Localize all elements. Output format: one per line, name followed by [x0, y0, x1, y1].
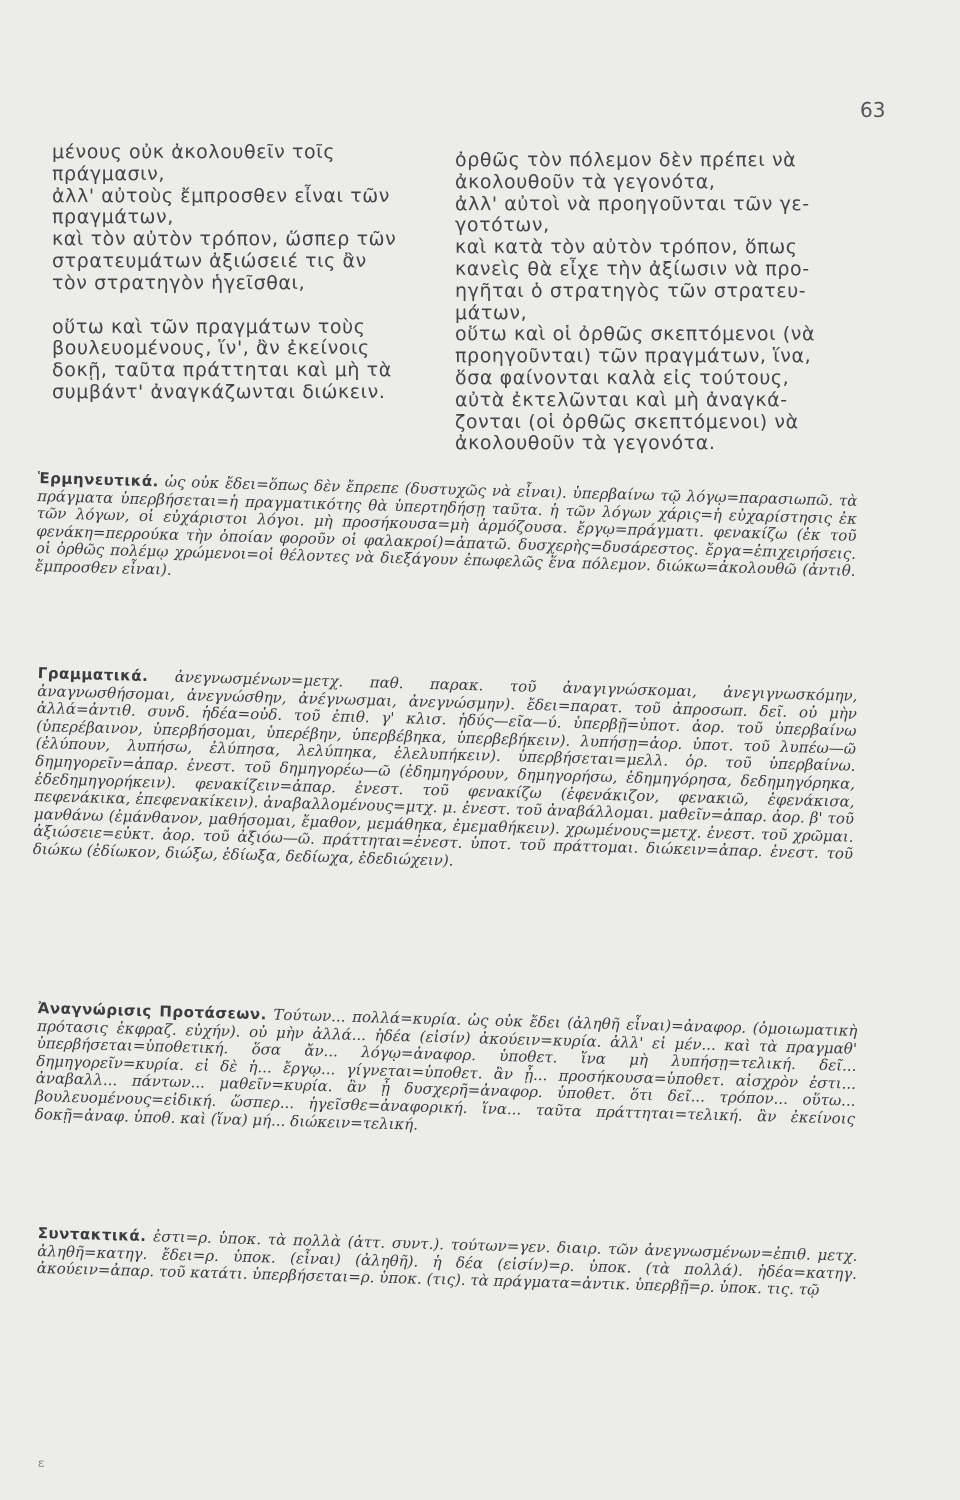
hermeneutika-paragraph: [35, 470, 858, 598]
paragraph-gap: [52, 295, 432, 317]
translation-line: κανεὶς θὰ εἶχε τὴν ἀξίωσιν νὰ προ-: [455, 257, 810, 280]
translation-line: οὕτω καὶ οἱ ὀρθῶς σκεπτόμενοι (νὰ: [455, 323, 816, 346]
translation-line: προηγοῦνται) τῶν πραγμάτων, ἵνα,: [455, 345, 812, 368]
anagnorisis-heading: Ἀναγνώρισις Προτάσεων.: [37, 999, 268, 1024]
grammatika-section: [33, 665, 858, 881]
translation-line: γοτότων,: [455, 214, 550, 237]
original-line: καὶ τὸν αὐτὸν τρόπον, ὥσπερ τῶν: [52, 228, 397, 251]
original-line: στρατευμάτων ἀξιώσειέ τις ἂν: [52, 249, 367, 272]
original-line: δοκῇ, ταῦτα πράττηται καὶ μὴ τὰ: [52, 359, 392, 382]
syntaktika-heading: Συντακτικά.: [37, 1224, 147, 1246]
translation-line: ἀλλ' αὐτοὶ νὰ προηγοῦνται τῶν γε-: [455, 192, 810, 215]
page-number: 63: [860, 98, 886, 122]
grammatika-text: ἀνεγνωσμένων=μετχ. παθ. παρακ. τοῦ ἀναγιγνώσκομαι, ἀνεγιγνωσκόμην, ἀναγνωσθήσομαι, ἀνεγνώσθην, ἀνέγνωσμαι, ἀνεγνώσμην). ἔδει=παρατ. τοῦ ἀπροσωπ. δεῖ. οὐ μὴν ἀλλά=ἀντιθ. συνδ. ἡδέα=οὐδ. τοῦ ἐπιθ. γ' κλισ. ἡδύς—εῖα—ύ. ὑπερβῇ=ὑποτ. ἀορ. τοῦ ὑπερβαίνω (ὑπερέβαινον, ὑπερβήσομαι, ὑπερέβην, ὑπερβέβηκα, ὑπερβεβήκειν). λυπήσῃ=ἀορ. ὑποτ. τοῦ λυπέω—ῶ (ἐλύπουν, λυπήσω, ἐλύπησα, λελύπηκα, ἐλελυπήκειν). ὑπερβήσεται=μελλ. ὁρ. τοῦ ὑπερβαίνω. δημηγορεῖν=ἀπαρ. ἐνεστ. τοῦ δημηγορέω—ῶ (ἐδημηγόρουν, δημηγορήσω, ἐδημηγόρησα, δεδημηγόρηκα, ἐδεδημηγορήκειν). φενακίζειν=ἀπαρ. ἐνεστ. τοῦ φενακίζω (ἐφενάκιζον, φενακιῶ, ἐφενάκισα, πεφενάκικα, ἐπεφενακίκειν). ἀναβαλλομένους=μτχ. μ. ἐνεστ. τοῦ ἀναβάλλομαι. μαθεῖν=ἀπαρ. ἀορ. β' τοῦ μανθάνω (ἐμάνθανον, μαθήσομαι, ἔμαθον, μεμάθηκα, ἐμεμαθήκειν). χρωμένους=μετχ. ἐνεστ. τοῦ χρῶμαι. ἀξιώσειε=εὐκτ. ἀορ. τοῦ ἀξιόω—ῶ. πράττηται=ἐνεστ. ὑποτ. τοῦ πράττομαι. διώκειν=ἀπαρ. ἐνεστ. τοῦ διώκω (ἐδίωκον, διώξω, ἐδίωξα, δεδίωχα, ἐδεδιώχειν).: [32, 667, 858, 870]
original-line: τὸν στρατηγὸν ἡγεῖσθαι,: [52, 271, 306, 294]
translation-column: [455, 150, 855, 455]
translation-line: ἀκολουθοῦν τὰ γεγονότα.: [455, 432, 716, 455]
grammatika-paragraph: [33, 665, 858, 881]
translation-line: ὀρθῶς τὸν πόλεμον δὲν πρέπει νὰ: [455, 149, 797, 171]
translation-line: μάτων,: [455, 301, 528, 324]
original-line: οὕτω καὶ τῶν πραγμάτων τοὺς: [52, 315, 366, 338]
anagnorisis-section: [35, 1000, 858, 1146]
hermeneutika-heading: Ἑρμηνευτικά.: [37, 469, 160, 491]
original-line: μένους οὐκ ἀκολουθεῖν τοῖς: [52, 141, 336, 163]
translation-line: ζονται (οἱ ὀρθῶς σκεπτόμενοι) νὰ: [455, 410, 799, 433]
hermeneutika-section: [35, 470, 858, 598]
anagnorisis-paragraph: [35, 1000, 858, 1146]
original-line: συμβάντ' ἀναγκάζωνται διώκειν.: [52, 380, 386, 403]
hermeneutika-text: ὡς οὐκ ἔδει=ὅπως δὲν ἔπρεπε (δυστυχῶς νὰ εἶναι). ὑπερβαίνω τῷ λόγῳ=παρασιωπῶ. τὰ πράγματα ὑπερβήσεται=ἡ πραγματικότης θὰ ὑπερτηδήσῃ ταῦτα. ἡ τῶν λόγων χάρις=ἡ εὐχαρίστησις ἐκ τῶν λόγων, οἱ εὐχάριστοι λόγοι. μὴ προσήκουσα=μὴ ἁρμόζουσα. ἔργῳ=πράγματι. φενακίζω (ἐκ τοῦ φενάκη=περρούκα τὴν ὁποίαν φοροῦν οἱ φαλακροί)=ἀπατῶ. δυσχερὴς=δυσάρεστος. ἔργα=ἐπιχειρήσεις. οἱ ὀρθῶς πολέμῳ χρώμενοι=οἱ θέλοντες νὰ διεξάγουν ἐπωφελῶς ἕνα πόλεμον. διώκω=ἀκολουθῶ (ἀντιθ. ἔμπροσθεν εἶναι).: [35, 472, 858, 581]
syntaktika-section: [37, 1225, 858, 1301]
translation-line: ὅσα φαίνονται καλὰ εἰς τούτους,: [455, 366, 790, 389]
margin-mark: ε: [38, 1456, 45, 1470]
syntaktika-paragraph: [37, 1225, 858, 1301]
original-line: πράγμασιν,: [52, 162, 166, 185]
translation-line: ἀκολουθοῦν τὰ γεγονότα,: [455, 170, 716, 193]
original-line: πραγμάτων,: [52, 206, 174, 229]
translation-line: αὐτὰ ἐκτελῶνται καὶ μὴ ἀναγκά-: [455, 388, 788, 411]
translation-line: καὶ κατὰ τὸν αὐτὸν τρόπον, ὅπως: [455, 236, 798, 259]
translation-line: ηγῆται ὁ στρατηγὸς τῶν στρατευ-: [455, 279, 807, 302]
original-line: βουλευομένους, ἵν', ἂν ἐκείνοις: [52, 337, 370, 360]
original-text-column: [52, 142, 432, 404]
original-line: ἀλλ' αὐτοὺς ἔμπροσθεν εἶναι τῶν: [52, 184, 390, 207]
anagnorisis-text: Τούτων... πολλά=κυρία. ὡς οὐκ ἔδει (ἀληθῆ εἶναι)=ἀναφορ. (ὁμοιωματικὴ πρότασις ἐκφραζ. εὐχήν). οὐ μὴν ἀλλά... ἡδέα (εἰσίν) ἀκούειν=κυρία. ἀλλ' εἰ μέν... καὶ τὰ πραγμαθ' ὑπερβήσεται=ὑποθετική. ὅσα ἄν... λόγῳ=ἀναφορ. ὑποθετ. ἵνα μὴ λυπήσῃ=τελική. δεῖ... δημηγορεῖν=κυρία. εἰ δὲ ἡ... ἔργῳ... γίγνεται=ὑποθετ. ἂν ᾖ... προσήκουσα=ὑποθετ. αἰσχρὸν ἐστι... ἀναβαλλ... πάντων... μαθεῖν=κυρία. ἂν ᾖ δυσχερῆ=ἀναφορ. ὑποθετ. ὅτι δεῖ... τρόπον... οὕτω... βουλευομένους=εἰδική. ὥσπερ... ἡγεῖσθε=ἀναφορική. ἵνα... ταῦτα πράττηται=τελική. ἂν ἐκείνοις δοκῇ=ἀναφ. ὑποθ. καὶ (ἵνα) μή... διώκειν=τελική.: [34, 1005, 858, 1134]
syntaktika-text: ἐστι=ρ. ὑποκ. τὰ πολλὰ (ἀττ. συντ.). τούτων=γεν. διαιρ. τῶν ἀνεγνωσμένων=ἐπιθ. μετχ. ἀληθῆ=κατηγ. ἔδει=ρ. ὑποκ. (εἶναι) (ἀληθῆ). ἡ δέα (εἰσίν)=ρ. ὑποκ. (τὰ πολλά). ἡδέα=κατηγ. ἀκούειν=ἀπαρ. τοῦ κατάτι. ὑπερβήσεται=ρ. ὑποκ. (τις). τὰ πράγματα=ἀντικ. ὑπερβῇ=ρ. ὑποκ. τις. τῷ: [36, 1227, 858, 1300]
grammatika-heading: Γραμματικά.: [37, 664, 149, 686]
